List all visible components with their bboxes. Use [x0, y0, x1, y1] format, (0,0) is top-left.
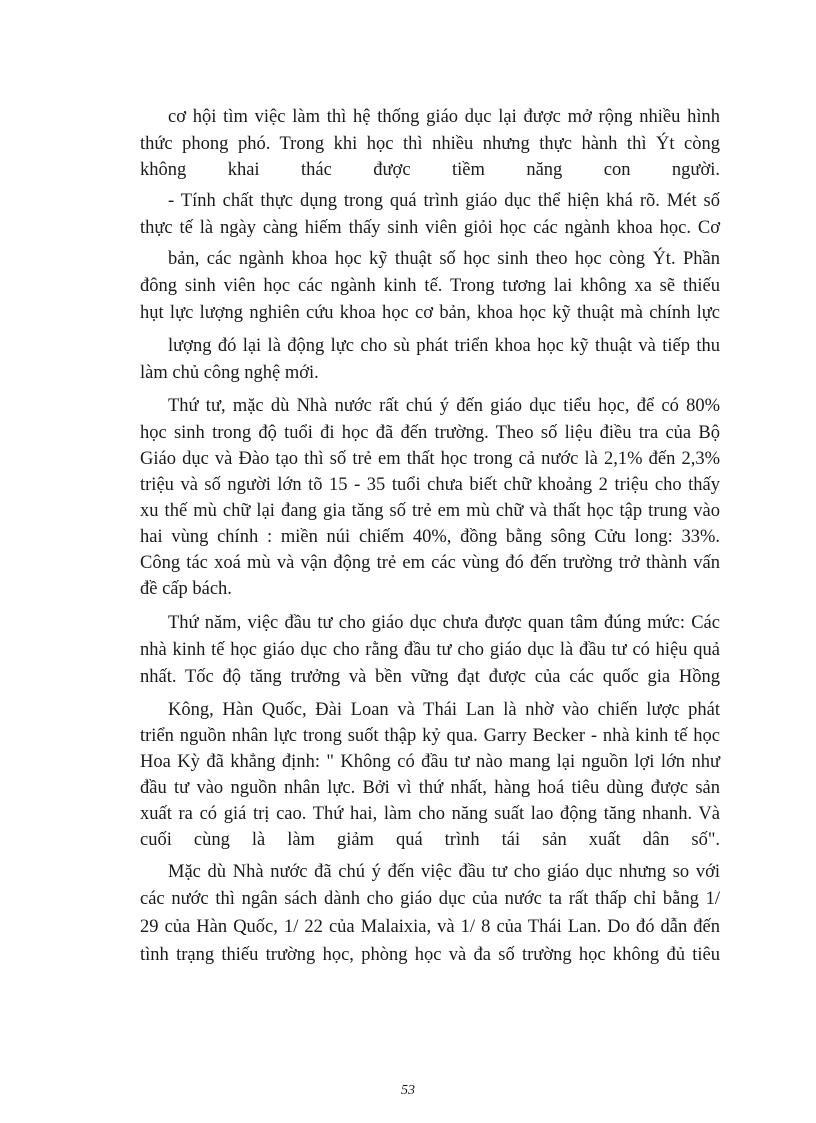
body-text-line: 29 của Hàn Quốc, 1/ 22 của Malaixia, và 1/ 8 của Thái Lan. Do đó dẫn đến [140, 917, 720, 937]
body-text-line: nhà kinh tế học giáo dục cho rằng đầu tư cho giáo dục là đầu tư có hiệu quả [140, 640, 720, 660]
body-text-line: xuất ra có giá trị cao. Thứ hai, làm cho năng suất lao động tăng nhanh. Và [140, 804, 720, 824]
body-text-line: thức phong phó. Trong khi học thì nhiều nhưng thực hành thì Ýt còng [140, 134, 720, 154]
body-text-line: nhất. Tốc độ tăng trưởng và bền vững đạt được của các quốc gia Hồng [140, 667, 720, 687]
body-text-line: triệu và số người lớn tõ 15 - 35 tuổi chưa biết chữ khoảng 2 triệu cho thấy [140, 475, 720, 495]
body-text-line: thực tế là ngày càng hiếm thấy sinh viên giỏi học các ngành khoa học. Cơ [140, 218, 720, 238]
body-text-line: cuối cùng là làm giảm quá trình tái sản xuất dân số". [140, 830, 720, 850]
body-text-line: hai vùng chính : miền núi chiếm 40%, đồng bằng sông Cửu long: 33%. [140, 527, 720, 547]
body-text-line: đầu tư vào nguồn nhân lực. Bởi vì thứ nhất, hàng hoá tiêu dùng được sản [140, 778, 720, 798]
body-text-line: Mặc dù Nhà nước đã chú ý đến việc đầu tư cho giáo dục nhưng so với [168, 862, 720, 882]
body-text-line: Giáo dục và Đào tạo thì số trẻ em thất học trong cả nước là 2,1% đến 2,3% [140, 449, 720, 469]
body-text-line: triển nguồn nhân lực trong suốt thập kỷ qua. Garry Becker - nhà kinh tế học [140, 726, 720, 746]
body-text-line: cơ hội tìm việc làm thì hệ thống giáo dục lại được mở rộng nhiều hình [168, 107, 720, 127]
body-text-line: làm chủ công nghệ mới. [140, 363, 319, 383]
body-text-line: Kông, Hàn Quốc, Đài Loan và Thái Lan là nhờ vào chiến lược phát [168, 700, 720, 720]
body-text-line: các nước thì ngân sách dành cho giáo dục của nước ta rất thấp chỉ bằng 1/ [140, 889, 720, 909]
body-text-line: Thứ tư, mặc dù Nhà nước rất chú ý đến giáo dục tiểu học, để có 80% [168, 396, 720, 416]
body-text-line: Công tác xoá mù và vận động trẻ em các vùng đó đến trường trở thành vấn [140, 553, 720, 573]
body-text-line: đông sinh viên học các ngành kinh tế. Trong tương lai không xa sẽ thiếu [140, 276, 720, 296]
body-text-line: Hoa Kỳ đã khẳng định: " Không có đầu tư nào mang lại nguồn lợi lớn như [140, 752, 720, 772]
body-text-line: lượng đó lại là động lực cho sù phát triển khoa học kỹ thuật và tiếp thu [168, 336, 720, 356]
body-text-line: tình trạng thiếu trường học, phòng học và đa số trường học không đủ tiêu [140, 945, 720, 965]
body-text-line: hụt lực lượng nghiên cứu khoa học cơ bản, khoa học kỹ thuật mà chính lực [140, 303, 720, 323]
body-text-line: - Tính chất thực dụng trong quá trình giáo dục thể hiện khá rõ. Mét số [168, 191, 720, 211]
body-text-line: đề cấp bách. [140, 579, 232, 599]
body-text-line: xu thế mù chữ lại đang gia tăng số trẻ em mù chữ và thất học tập trung vào [140, 501, 720, 521]
body-text-line: bản, các ngành khoa học kỹ thuật số học sinh theo học còng Ýt. Phần [168, 249, 720, 269]
body-text-line: Thứ năm, việc đầu tư cho giáo dục chưa được quan tâm đúng mức: Các [168, 613, 720, 633]
body-text-line: không khai thác được tiềm năng con người. [140, 160, 720, 180]
body-text-line: học sinh trong độ tuổi đi học đã đến trường. Theo số liệu điều tra của Bộ [140, 423, 720, 443]
page-number: 53 [401, 1083, 415, 1098]
